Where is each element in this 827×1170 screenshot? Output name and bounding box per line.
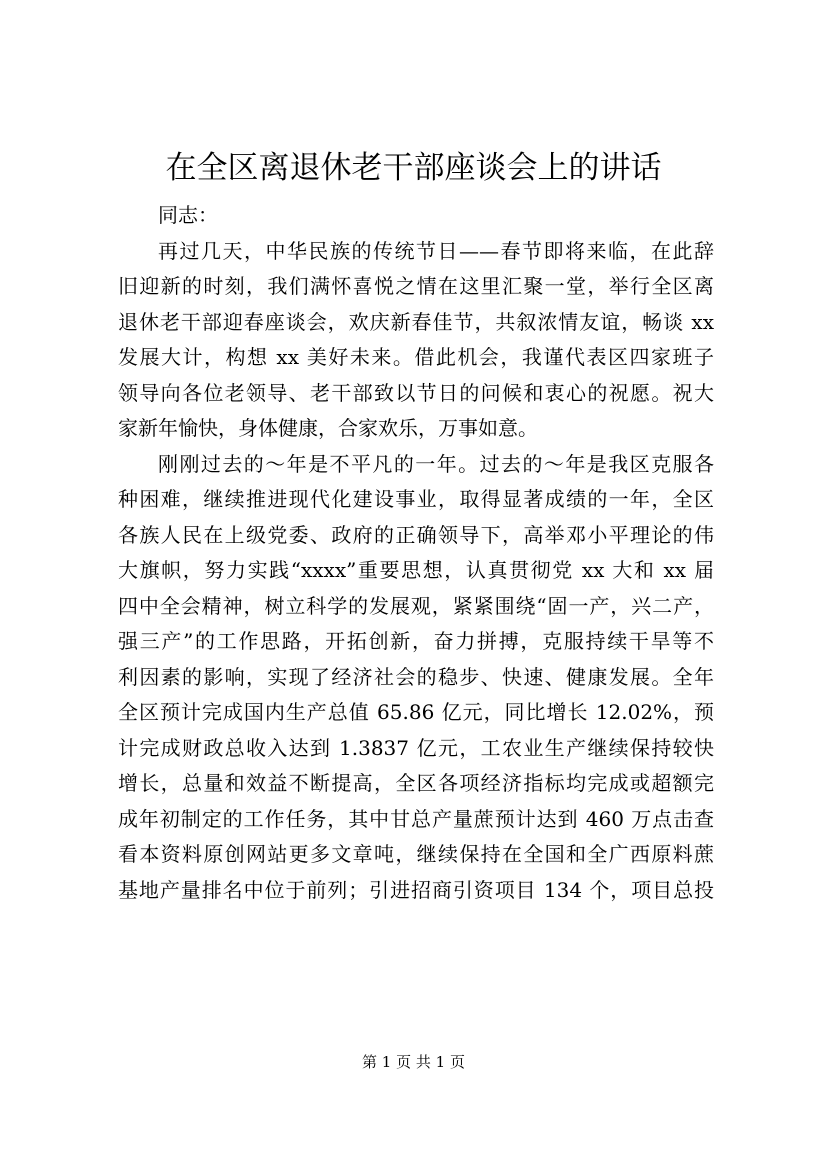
paragraph-2-line: 大旗帜，努力实践“xxxx”重要思想，认真贯彻党 xx 大和 xx 届 [118,558,714,582]
paragraph-2-line: 全区预计完成国内生产总值 65.86 亿元，同比增长 12.02%，预 [118,700,714,724]
paragraph-2-line: 成年初制定的工作任务，其中甘总产量蔗预计达到 460 万点击查 [118,806,714,831]
paragraph-2-line: 强三产”的工作思路，开拓创新，奋力拼搏，克服持续干旱等不 [118,629,714,653]
paragraph-1-line: 旧迎新的时刻，我们满怀喜悦之情在这里汇聚一堂，举行全区离 [118,274,714,298]
paragraph-1-line: 再过几天，中华民族的传统节日——春节即将来临，在此辞 [158,238,714,263]
paragraph-2-line: 各族人民在上级党委、政府的正确领导下，高举邓小平理论的伟 [118,522,714,547]
paragraph-1-line: 家新年愉快，身体健康，合家欢乐，万事如意。 [118,416,538,440]
paragraph-2-line: 增长，总量和效益不断提高，全区各项经济指标均完成或超额完 [118,771,714,795]
paragraph-1-line: 发展大计，构想 xx 美好未来。借此机会，我谨代表区四家班子 [118,345,714,369]
paragraph-1-line: 退休老干部迎春座谈会，欢庆新春佳节，共叙浓情友谊，畅谈 xx [118,309,714,334]
paragraph-2-line: 利因素的影响，实现了经济社会的稳步、快速、健康发展。全年 [118,664,714,689]
paragraph-1 [118,234,714,447]
page-number-footer: 第 1 页 共 1 页 [362,1053,465,1071]
document-title: 在全区离退休老干部座谈会上的讲话 [165,150,662,186]
paragraph-2-line: 基地产量排名中位于前列；引进招商引资项目 134 个，项目总投 [118,877,714,902]
paragraph-2-line: 看本资料原创网站更多文章吨，继续保持在全国和全广西原料蔗 [118,842,714,866]
paragraph-2 [118,447,714,909]
greeting-line: 同志： [158,203,218,227]
document-body [118,198,714,908]
paragraph-1-line: 领导向各位老领导、老干部致以节日的问候和衷心的祝愿。祝大 [118,380,714,405]
paragraph-2-line: 四中全会精神，树立科学的发展观，紧紧围绕“固一产，兴二产， [118,593,714,618]
paragraph-2-line: 计完成财政总收入达到 1.3837 亿元，工农业生产继续保持较快 [118,735,714,760]
paragraph-2-line: 刚刚过去的～年是不平凡的一年。过去的～年是我区克服各 [158,451,714,476]
paragraph-2-line: 种困难，继续推进现代化建设事业，取得显著成绩的一年，全区 [118,487,714,511]
